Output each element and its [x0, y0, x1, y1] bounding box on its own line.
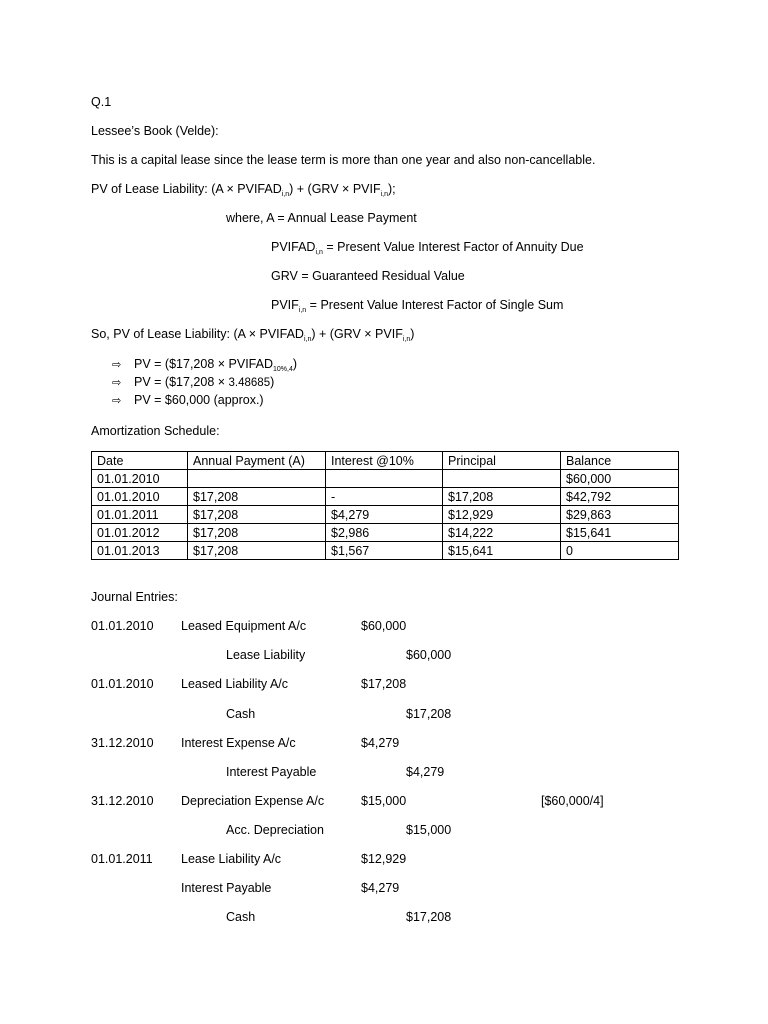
intro-text: This is a capital lease since the lease term is more than one year and also non-cancellable. [91, 153, 596, 167]
journal-credit-amount: $60,000 [406, 648, 452, 662]
where-annual-payment: where, A = Annual Lease Payment [226, 211, 417, 225]
pvifad-definition: = Present Value Interest Factor of Annuity Due [322, 240, 584, 254]
journal-date: 31.12.2010 [91, 736, 154, 750]
journal-debit-account: Leased Liability A/c [181, 677, 289, 691]
so-formula [91, 326, 414, 342]
header-cell: Principal [443, 452, 561, 470]
journal-debit-amount: $12,929 [361, 852, 407, 866]
journal-credit-account: Acc. Depreciation [226, 823, 324, 837]
header-cell: Date [92, 452, 188, 470]
journal-credit-account: Lease Liability [226, 648, 306, 662]
table-cell: $29,863 [561, 506, 679, 524]
journal-credit-account: Cash [226, 910, 256, 924]
so-formula-mid: ) + (GRV × PVIF [311, 327, 403, 341]
table-cell: 0 [561, 542, 679, 560]
where-pvifad [271, 239, 584, 255]
journal-debit-account: Interest Expense A/c [181, 736, 296, 750]
step-2-prefix: PV = ($17,208 × [134, 375, 229, 389]
arrow-right-icon: ⇨ [112, 376, 122, 389]
journal-debit-account: Interest Payable [181, 881, 272, 895]
table-row [92, 524, 679, 542]
journal-date: 01.01.2010 [91, 619, 154, 633]
table-cell [326, 470, 443, 488]
table-cell: 01.01.2012 [92, 524, 188, 542]
journal-debit-account: Depreciation Expense A/c [181, 794, 325, 808]
journal-note: [$60,000/4] [541, 794, 604, 808]
where-pvif [271, 297, 563, 313]
where-grv: GRV = Guaranteed Residual Value [271, 269, 465, 283]
so-formula-suffix: ) [410, 327, 415, 341]
table-cell: $17,208 [188, 524, 326, 542]
table-cell: - [326, 488, 443, 506]
table-cell: $15,641 [443, 542, 561, 560]
table-cell: $2,986 [326, 524, 443, 542]
table-cell: 01.01.2011 [92, 506, 188, 524]
table-cell: $14,222 [443, 524, 561, 542]
header-cell: Interest @10% [326, 452, 443, 470]
table-cell: 01.01.2010 [92, 488, 188, 506]
pv-formula-mid: ) + (GRV × PVIF [289, 182, 381, 196]
table-row [92, 506, 679, 524]
table-cell: $1,567 [326, 542, 443, 560]
journal-credit-amount: $15,000 [406, 823, 452, 837]
journal-debit-account: Lease Liability A/c [181, 852, 282, 866]
table-cell: $12,929 [443, 506, 561, 524]
table-cell: $17,208 [188, 542, 326, 560]
pv-formula-prefix: PV of Lease Liability: (A × PVIFAD [91, 182, 282, 196]
pv-formula-suffix: ); [388, 182, 396, 196]
header-cell: Balance [561, 452, 679, 470]
so-formula-sub2: i,n [402, 336, 411, 343]
table-row [92, 488, 679, 506]
step-2-suffix: ) [270, 375, 275, 389]
step-1 [112, 356, 297, 373]
table-cell: $17,208 [188, 488, 326, 506]
journal-debit-amount: $15,000 [361, 794, 407, 808]
journal-debit-account: Leased Equipment A/c [181, 619, 307, 633]
table-cell [188, 470, 326, 488]
section-heading: Lessee’s Book (Velde): [91, 124, 219, 138]
journal-credit-amount: $17,208 [406, 707, 452, 721]
journal-credit-amount: $4,279 [406, 765, 445, 779]
arrow-right-icon: ⇨ [112, 394, 122, 407]
table-cell: $17,208 [188, 506, 326, 524]
table-cell: 01.01.2010 [92, 470, 188, 488]
table-cell: $4,279 [326, 506, 443, 524]
table-cell: $60,000 [561, 470, 679, 488]
journal-title: Journal Entries: [91, 590, 178, 604]
step-1-prefix: PV = ($17,208 × PVIFAD [134, 357, 273, 371]
journal-credit-account: Interest Payable [226, 765, 317, 779]
journal-debit-amount: $4,279 [361, 736, 400, 750]
journal-debit-amount: $17,208 [361, 677, 407, 691]
pvifad-sub: i,n [315, 249, 323, 256]
pvif-sub: i,n [298, 307, 307, 314]
journal-debit-amount: $60,000 [361, 619, 407, 633]
pvifad-term: PVIFAD [271, 240, 316, 254]
step-3 [112, 392, 264, 409]
step-1-suffix: ) [292, 357, 298, 371]
journal-credit-account: Cash [226, 707, 256, 721]
table-cell: 01.01.2013 [92, 542, 188, 560]
step-1-sub: 10%,4 [272, 366, 293, 373]
so-formula-sub1: i,n [303, 336, 312, 343]
table-row [92, 542, 679, 560]
schedule-title: Amortization Schedule: [91, 424, 220, 438]
pvif-term: PVIF [271, 298, 299, 312]
step-3-text: PV = $60,000 (approx.) [134, 393, 264, 407]
table-cell: $42,792 [561, 488, 679, 506]
step-2 [112, 374, 274, 391]
journal-credit-amount: $17,208 [406, 910, 452, 924]
journal-debit-amount: $4,279 [361, 881, 400, 895]
table-cell: $17,208 [443, 488, 561, 506]
table-row [92, 470, 679, 488]
journal-date: 01.01.2011 [91, 852, 153, 866]
pv-formula [91, 181, 396, 197]
table-cell: $15,641 [561, 524, 679, 542]
journal-date: 01.01.2010 [91, 677, 154, 691]
amortization-table [91, 451, 679, 560]
arrow-right-icon: ⇨ [112, 358, 122, 371]
so-formula-prefix: So, PV of Lease Liability: (A × PVIFAD [91, 327, 304, 341]
header-cell: Annual Payment (A) [188, 452, 326, 470]
pv-formula-sub1: i,n [281, 191, 290, 198]
pvif-definition: = Present Value Interest Factor of Single Sum [306, 298, 564, 312]
question-number: Q.1 [91, 95, 112, 109]
table-cell [443, 470, 561, 488]
table-header-row [92, 452, 679, 470]
step-2-value: 3.48685 [228, 377, 271, 389]
pv-formula-sub2: i,n [380, 191, 389, 198]
journal-date: 31.12.2010 [91, 794, 154, 808]
